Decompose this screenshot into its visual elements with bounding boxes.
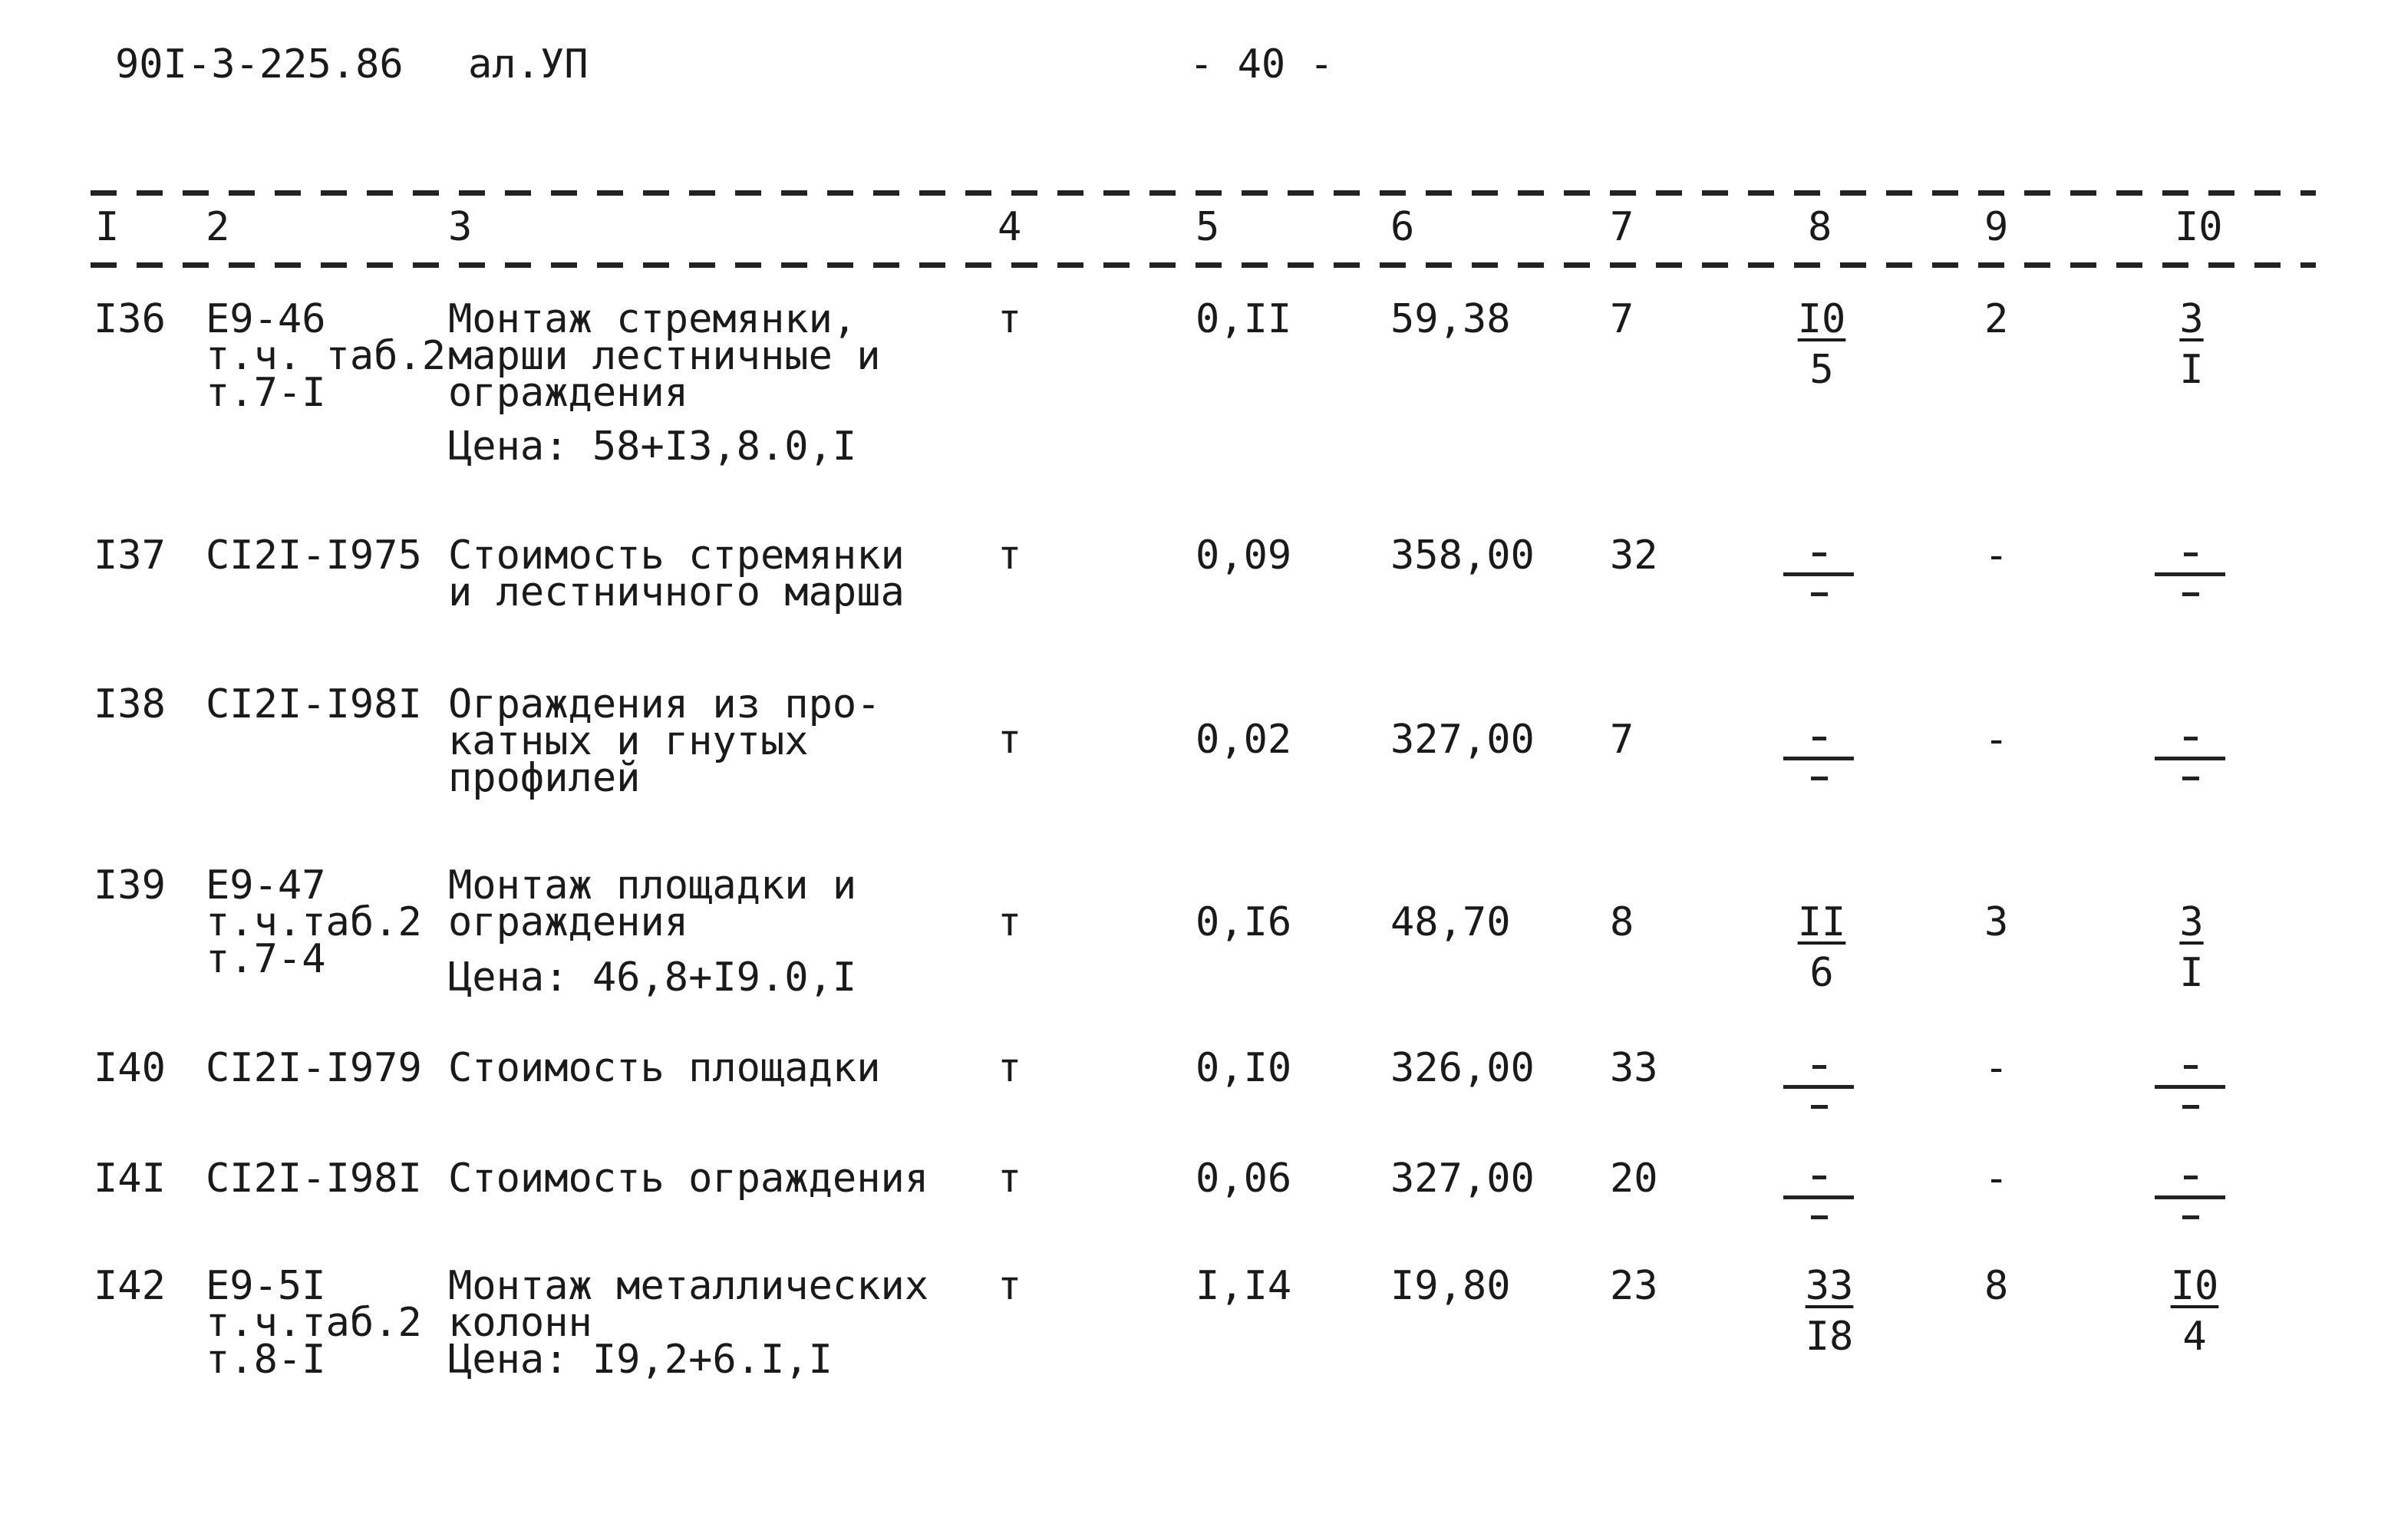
column-header: 4 bbox=[998, 204, 1022, 250]
description-line: ограждения bbox=[448, 370, 689, 416]
description-line: катных и гнутых bbox=[448, 718, 809, 764]
column-8-fraction bbox=[1783, 296, 1860, 393]
description-line: ограждения bbox=[448, 899, 689, 945]
column-9-value: - bbox=[1984, 1156, 2009, 1202]
code-line: т.ч. таб.2 bbox=[206, 333, 447, 379]
column-header: 9 bbox=[1984, 204, 2009, 250]
row-number: I4I bbox=[94, 1156, 166, 1202]
fraction-numerator: I0 bbox=[2170, 1263, 2219, 1309]
column-header: I bbox=[95, 204, 120, 250]
work-description bbox=[448, 296, 881, 416]
unit-cost: I9,80 bbox=[1390, 1263, 1511, 1309]
quantity: 0,09 bbox=[1196, 533, 1292, 579]
work-description bbox=[448, 1263, 929, 1383]
quantity: 0,06 bbox=[1196, 1156, 1292, 1202]
resource-code: CI2I-I98I bbox=[206, 1156, 422, 1202]
description-line: и лестничного марша bbox=[448, 569, 905, 615]
work-description bbox=[448, 533, 905, 615]
quantity: I,I4 bbox=[1196, 1263, 1292, 1309]
code-line: т.7-I bbox=[206, 370, 326, 416]
code-line: т.ч.таб.2 bbox=[206, 899, 422, 945]
column-9-value: 8 bbox=[1984, 1263, 2009, 1309]
resource-code: CI2I-I975 bbox=[206, 533, 422, 579]
price-formula: Цена: 46,8+I9.0,I bbox=[448, 955, 857, 1001]
row-number: I36 bbox=[94, 296, 166, 342]
description-line: Ограждения из про- bbox=[448, 681, 881, 727]
division-sign-icon bbox=[2155, 549, 2225, 603]
quantity: 0,I6 bbox=[1196, 899, 1292, 945]
quantity: 0,02 bbox=[1196, 717, 1292, 763]
fraction-denominator: 4 bbox=[2182, 1314, 2207, 1360]
code-line: E9-5I bbox=[206, 1263, 326, 1309]
resource-code: CI2I-I98I bbox=[206, 681, 422, 727]
page-number: - 40 - bbox=[1189, 41, 1334, 87]
resource-code bbox=[206, 1263, 422, 1383]
division-sign-icon bbox=[1783, 1172, 1854, 1226]
table-header-rule bbox=[91, 262, 2316, 268]
column-header: 6 bbox=[1390, 204, 1415, 250]
work-description bbox=[448, 862, 857, 945]
document-code: 90I-3-225.86 bbox=[115, 41, 404, 87]
unit-cost: 48,70 bbox=[1390, 899, 1511, 945]
description-line: Монтаж металлических bbox=[448, 1263, 929, 1309]
fraction-denominator: 6 bbox=[1809, 950, 1834, 996]
fraction-numerator: 33 bbox=[1805, 1263, 1854, 1309]
row-number: I37 bbox=[94, 533, 166, 579]
unit-cost: 326,00 bbox=[1390, 1045, 1535, 1091]
column-header: I0 bbox=[2175, 204, 2223, 250]
code-line: т.ч.таб.2 bbox=[206, 1300, 422, 1346]
column-9-value: 2 bbox=[1984, 296, 2009, 342]
total-cost: 20 bbox=[1610, 1156, 1658, 1202]
fraction-denominator: I bbox=[2179, 347, 2204, 393]
unit: т bbox=[998, 533, 1022, 579]
work-description: Стоимость площадки bbox=[448, 1045, 881, 1091]
description-line: Монтаж стремянки, bbox=[448, 296, 857, 342]
total-cost: 33 bbox=[1610, 1045, 1658, 1091]
work-description bbox=[448, 681, 881, 801]
column-header: 5 bbox=[1196, 204, 1220, 250]
price-formula: Цена: 58+I3,8.0,I bbox=[448, 424, 857, 470]
total-cost: 7 bbox=[1610, 717, 1634, 763]
division-sign-icon bbox=[1783, 549, 1854, 603]
fraction-numerator: 3 bbox=[2179, 899, 2204, 945]
work-description: Стоимость ограждения bbox=[448, 1156, 929, 1202]
row-number: I42 bbox=[94, 1263, 166, 1309]
resource-code: CI2I-I979 bbox=[206, 1045, 422, 1091]
column-10-fraction bbox=[2156, 1263, 2233, 1360]
code-line: E9-46 bbox=[206, 296, 326, 342]
fraction-denominator: 5 bbox=[1809, 347, 1834, 393]
fraction-denominator: I8 bbox=[1805, 1314, 1854, 1360]
description-line: марши лестничные и bbox=[448, 333, 881, 379]
column-9-value: 3 bbox=[1984, 899, 2009, 945]
unit: т bbox=[998, 899, 1022, 945]
total-cost: 32 bbox=[1610, 533, 1658, 579]
description-line: Монтаж площадки и bbox=[448, 862, 857, 909]
quantity: 0,II bbox=[1196, 296, 1292, 342]
unit: т bbox=[998, 1156, 1022, 1202]
division-sign-icon bbox=[1783, 734, 1854, 787]
division-sign-icon bbox=[2155, 1062, 2225, 1116]
unit-cost: 59,38 bbox=[1390, 296, 1511, 342]
column-9-value: - bbox=[1984, 533, 2009, 579]
column-8-fraction bbox=[1783, 899, 1860, 996]
column-header: 2 bbox=[206, 204, 230, 250]
sheet-label: ал.УП bbox=[468, 41, 589, 87]
total-cost: 8 bbox=[1610, 899, 1634, 945]
quantity: 0,I0 bbox=[1196, 1045, 1292, 1091]
row-number: I39 bbox=[94, 862, 166, 909]
resource-code bbox=[206, 862, 422, 982]
unit-cost: 327,00 bbox=[1390, 1156, 1535, 1202]
code-line: т.8-I bbox=[206, 1337, 326, 1383]
division-sign-icon bbox=[2155, 1172, 2225, 1226]
resource-code bbox=[206, 296, 447, 416]
total-cost: 7 bbox=[1610, 296, 1634, 342]
price-formula: Цена: I9,2+6.I,I bbox=[448, 1337, 833, 1383]
row-number: I40 bbox=[94, 1045, 166, 1091]
fraction-numerator: II bbox=[1797, 899, 1846, 945]
column-header: 3 bbox=[448, 204, 473, 250]
unit: т bbox=[998, 1263, 1022, 1309]
description-line: Стоимость стремянки bbox=[448, 533, 905, 579]
column-10-fraction bbox=[2153, 296, 2230, 393]
unit-cost: 358,00 bbox=[1390, 533, 1535, 579]
fraction-numerator: I0 bbox=[1797, 296, 1846, 342]
description-line: профилей bbox=[448, 755, 641, 801]
unit: т bbox=[998, 1045, 1022, 1091]
column-8-fraction bbox=[1791, 1263, 1868, 1360]
unit: т bbox=[998, 296, 1022, 342]
unit: т bbox=[998, 717, 1022, 763]
column-9-value: - bbox=[1984, 1045, 2009, 1091]
code-line: т.7-4 bbox=[206, 936, 326, 982]
table-top-rule bbox=[91, 190, 2316, 196]
row-number: I38 bbox=[94, 681, 166, 727]
unit-cost: 327,00 bbox=[1390, 717, 1535, 763]
column-header: 7 bbox=[1610, 204, 1634, 250]
code-line: E9-47 bbox=[206, 862, 326, 909]
column-header: 8 bbox=[1808, 204, 1832, 250]
fraction-numerator: 3 bbox=[2179, 296, 2204, 342]
total-cost: 23 bbox=[1610, 1263, 1658, 1309]
division-sign-icon bbox=[1783, 1062, 1854, 1116]
column-9-value: - bbox=[1984, 717, 2009, 763]
division-sign-icon bbox=[2155, 734, 2225, 787]
description-line: колонн bbox=[448, 1300, 592, 1346]
fraction-denominator: I bbox=[2179, 950, 2204, 996]
column-10-fraction bbox=[2153, 899, 2230, 996]
